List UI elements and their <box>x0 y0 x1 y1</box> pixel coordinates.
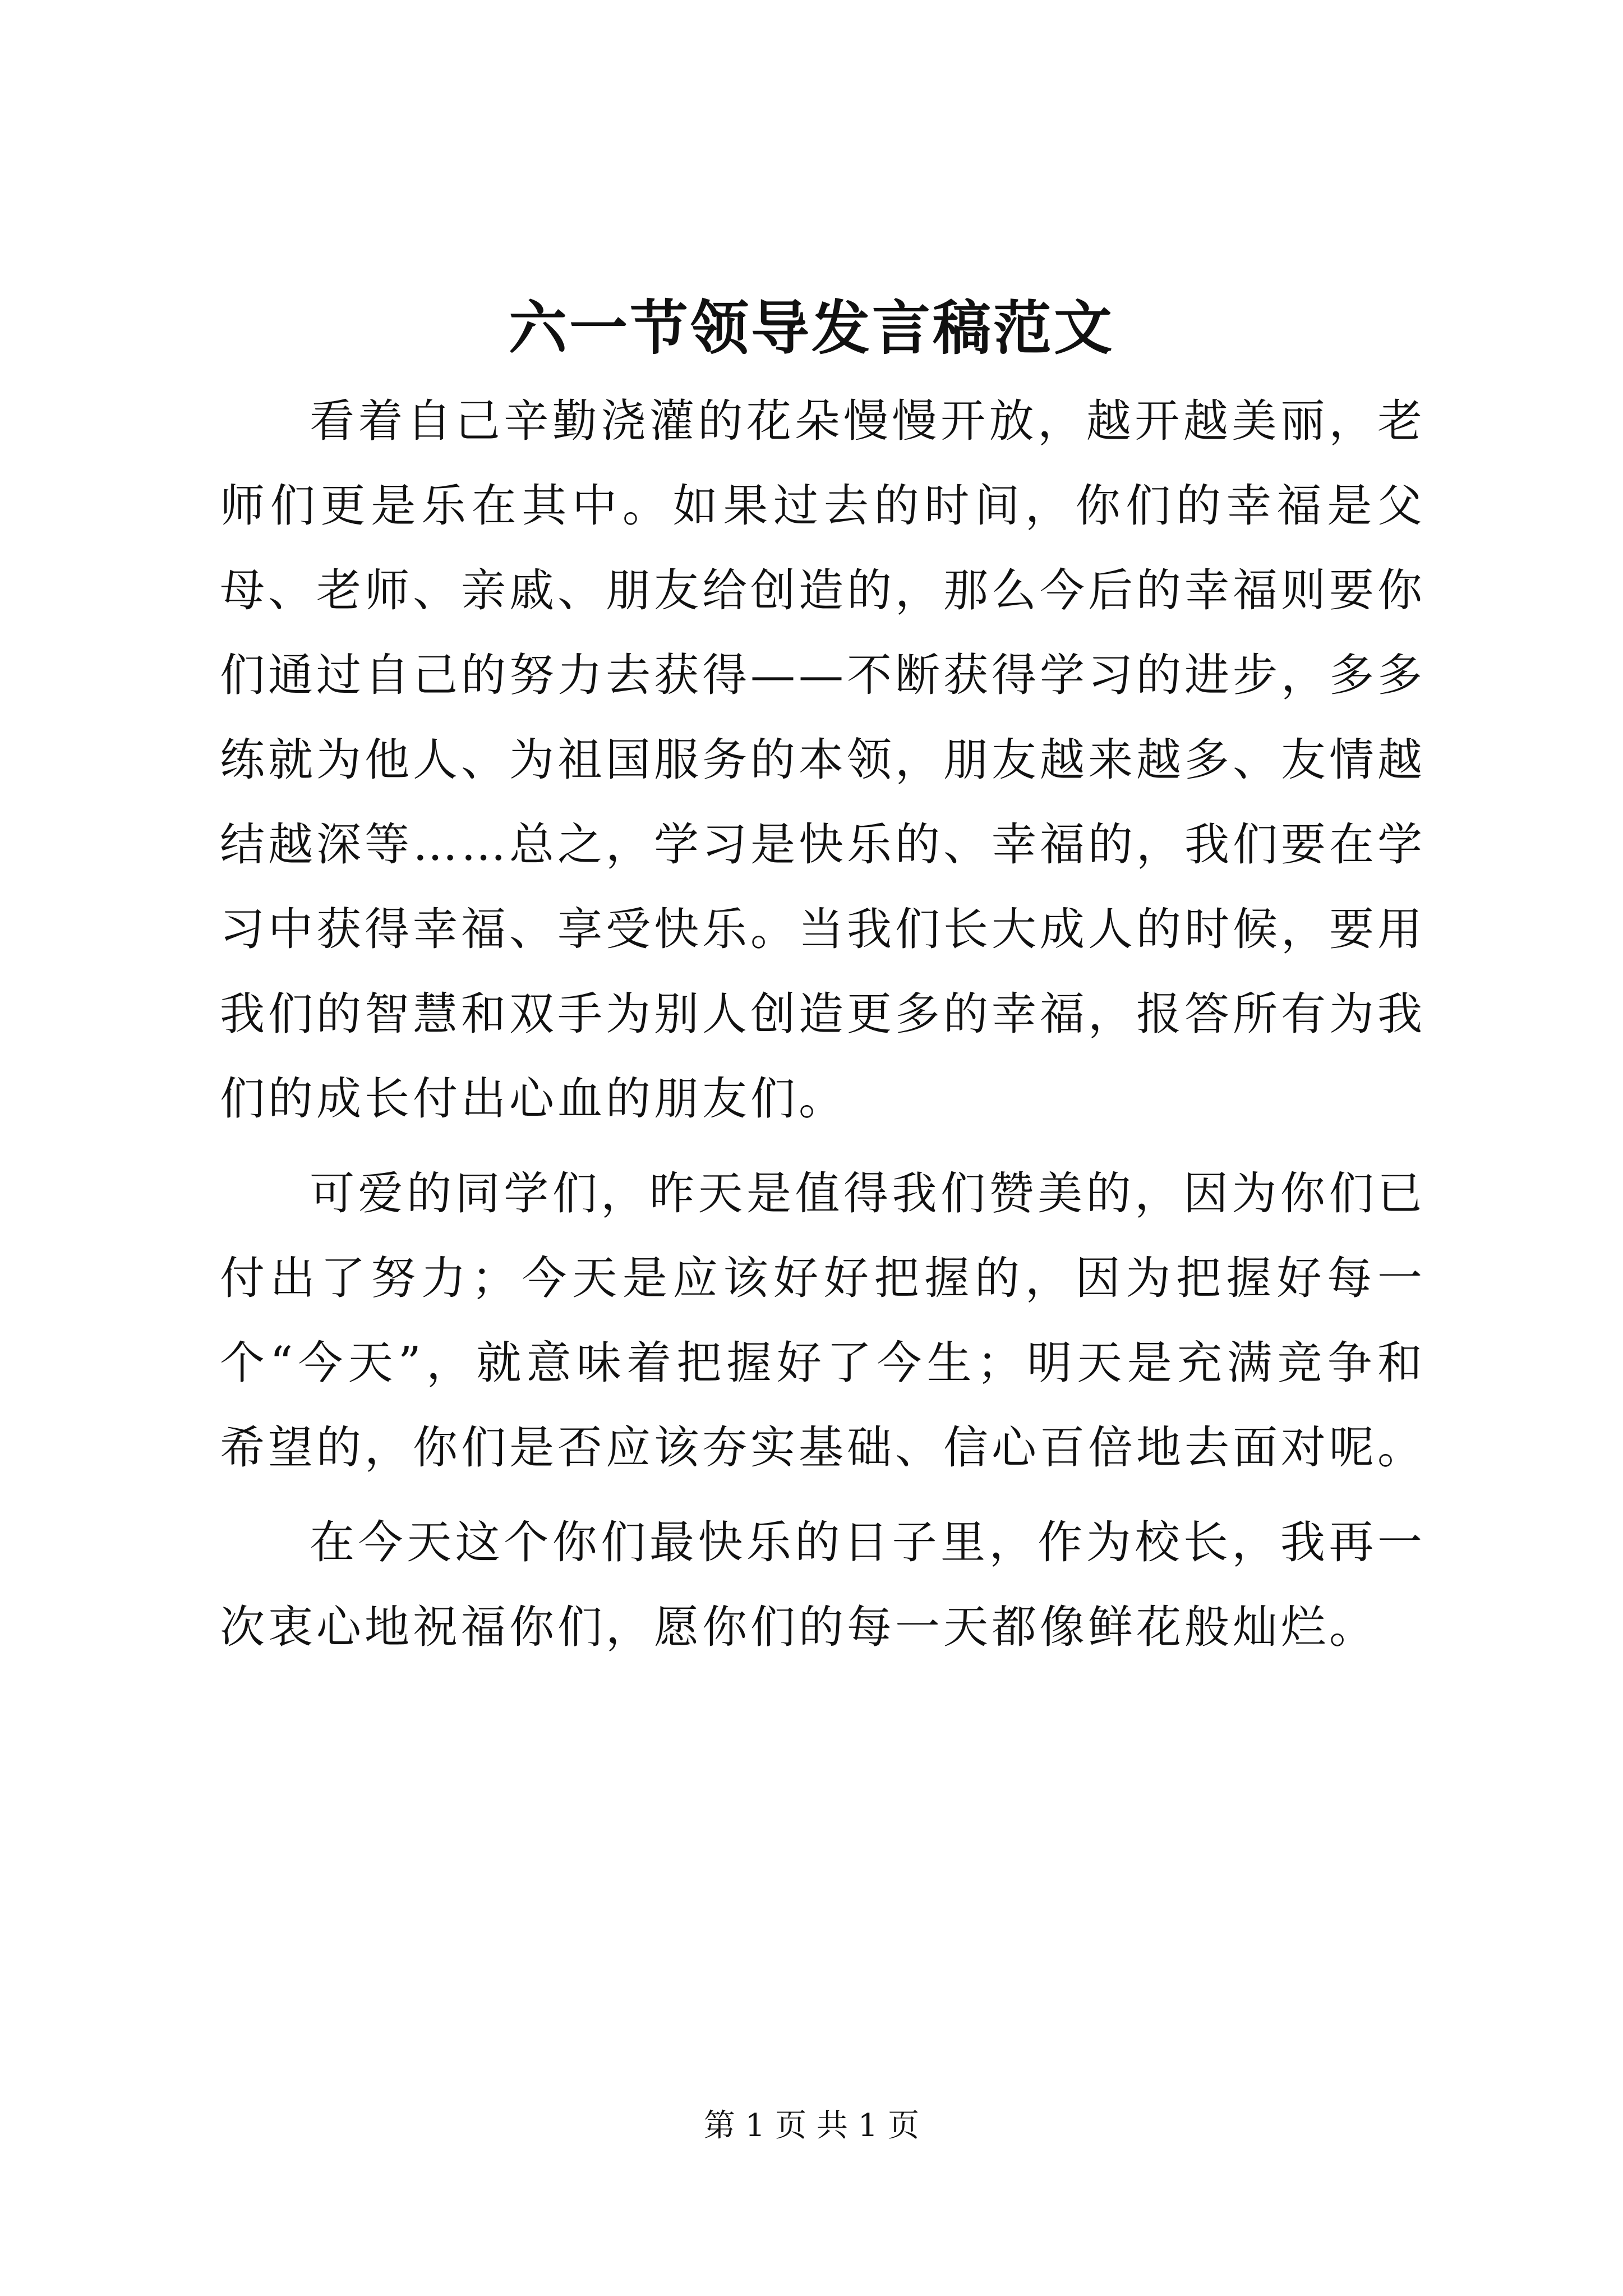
paragraph-3: 在今天这个你们最快乐的日子里，作为校长，我再一次衷心地祝福你们，愿你们的每一天都像鲜花般灿烂。 <box>220 1516 1426 1653</box>
document-body <box>220 379 1426 1680</box>
page-title: 六一节领导发言稿范文 <box>508 293 1114 362</box>
paragraph-1: 看着自己辛勤浇灌的花朵慢慢开放，越开越美丽，老师们更是乐在其中。如果过去的时间，你们的幸福是父母、老师、亲戚、朋友给创造的，那么今后的幸福则要你们通过自己的努力去获得——不断获得学习的进步，多多练就为他人、为祖国服务的本领，朋友越来越多、友情越结越深等……总之，学习是快乐的、幸福的，我们要在学习中获得幸福、享受快乐。当我们长大成人的时候，要用我们的智慧和双手为别人创造更多的幸福，报答所有为我们的成长付出心血的朋友们。 <box>220 395 1426 1125</box>
page-footer: 第 1 页 共 1 页 <box>703 2108 920 2144</box>
paragraph-2: 可爱的同学们，昨天是值得我们赞美的，因为你们已付出了努力；今天是应该好好把握的，因为把握好每一个“今天”，就意味着把握好了今生；明天是充满竞争和希望的，你们是否应该夯实基础、信心百倍地去面对呢。 <box>220 1167 1426 1474</box>
